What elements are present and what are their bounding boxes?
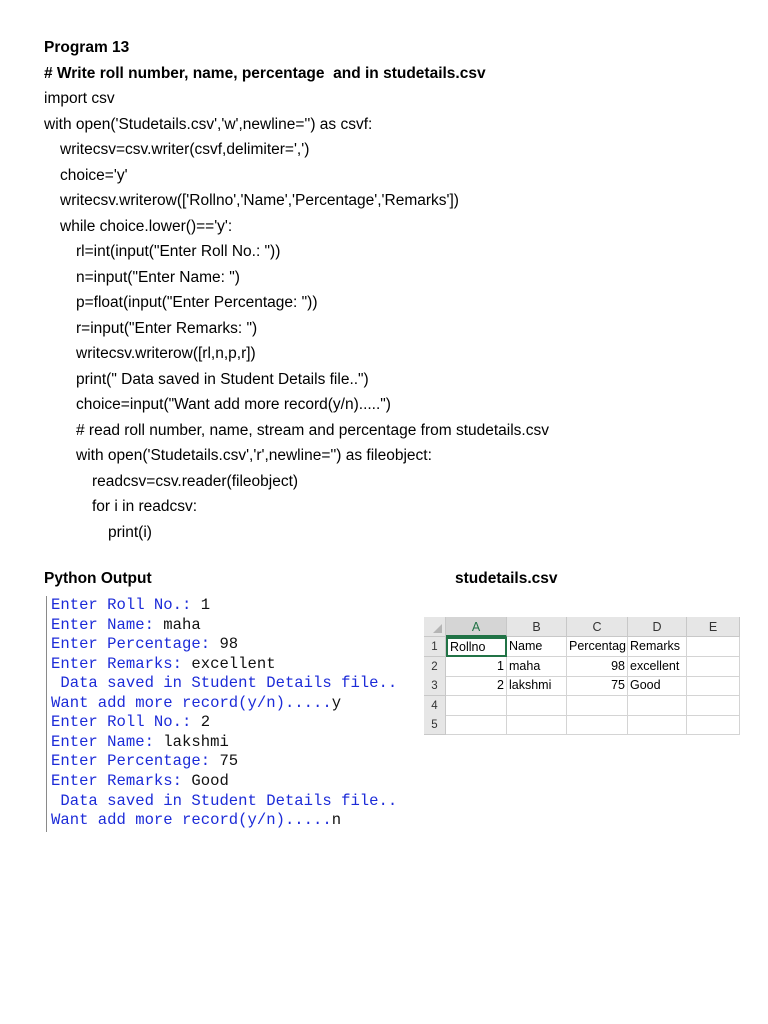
spreadsheet: [424, 617, 740, 736]
console-prompt: Want add more record(y/n).....: [51, 693, 332, 712]
code-line: choice='y': [60, 166, 128, 184]
console-prompt: Enter Percentage:: [51, 635, 220, 654]
sheet-cell[interactable]: lakshmi: [507, 676, 567, 696]
code-line: n=input("Enter Name: "): [76, 268, 240, 286]
code-line: writecsv.writerow([rl,n,p,r]): [76, 345, 256, 362]
code-line: import csv: [44, 90, 115, 107]
sheet-cell[interactable]: [567, 715, 628, 735]
sheet-cell[interactable]: [446, 696, 507, 716]
sheet-cell[interactable]: [687, 696, 740, 716]
console-prompt: Data saved in Student Details file..: [51, 791, 398, 810]
console-prompt: Enter Percentage:: [51, 752, 220, 771]
code-line: # read roll number, name, stream and percentage from studetails.csv: [76, 421, 549, 439]
console-prompt: Enter Remarks:: [51, 654, 192, 673]
sheet-cell[interactable]: [687, 676, 740, 696]
sheet-cell[interactable]: 75: [567, 676, 628, 696]
sheet-cell[interactable]: [687, 657, 740, 677]
console-line: [51, 752, 238, 772]
console-line: [51, 596, 210, 616]
code-line: r=input("Enter Remarks: "): [76, 319, 258, 337]
sheet-cell[interactable]: [628, 715, 687, 735]
column-header[interactable]: B: [507, 617, 567, 637]
console-prompt: Enter Remarks:: [51, 771, 192, 790]
sheet-cell[interactable]: maha: [507, 657, 567, 677]
column-header[interactable]: C: [567, 617, 628, 637]
row-header[interactable]: 5: [424, 715, 446, 735]
code-line: p=float(input("Enter Percentage: ")): [76, 294, 318, 311]
sheet-cell[interactable]: [446, 715, 507, 735]
console-line: [51, 713, 210, 733]
program-title: Program 13: [44, 39, 130, 56]
code-line: rl=int(input("Enter Roll No.: ")): [76, 243, 281, 260]
row-header[interactable]: 2: [424, 657, 446, 677]
sheet-cell[interactable]: [687, 715, 740, 735]
code-line: writecsv=csv.writer(csvf,delimiter=','): [60, 141, 310, 158]
console-prompt: Enter Name:: [51, 732, 164, 751]
console-user-input: 98: [219, 635, 239, 654]
console-line: [51, 694, 341, 714]
row-header[interactable]: 4: [424, 696, 446, 716]
code-line: readcsv=csv.reader(fileobject): [92, 472, 299, 490]
sheet-cell[interactable]: Good: [628, 676, 687, 696]
sheet-cell[interactable]: [628, 696, 687, 716]
console-user-input: maha: [163, 615, 201, 634]
console-line: [51, 616, 201, 636]
code-line: with open('Studetails.csv','r',newline='') as fileobject:: [76, 447, 432, 464]
column-header[interactable]: A: [446, 617, 507, 637]
sheet-cell[interactable]: [507, 715, 567, 735]
console-output: [46, 596, 427, 832]
code-line: choice=input("Want add more record(y/n)....."): [76, 396, 391, 413]
console-line: [51, 772, 229, 792]
code-line: with open('Studetails.csv','w',newline='') as csvf:: [44, 115, 373, 133]
program-heading: # Write roll number, name, percentage and in studetails.csv: [44, 64, 486, 82]
sheet-cell[interactable]: [687, 637, 740, 657]
console-prompt: Enter Roll No.:: [51, 596, 201, 614]
console-user-input: 1: [200, 596, 211, 614]
console-user-input: n: [331, 811, 342, 830]
sheet-cell[interactable]: [507, 696, 567, 716]
sheet-cell[interactable]: Percentag: [567, 637, 628, 657]
console-line: [51, 811, 341, 831]
code-line: while choice.lower()=='y':: [60, 217, 233, 235]
console-prompt: Want add more record(y/n).....: [51, 811, 332, 830]
console-user-input: y: [331, 693, 342, 712]
column-header[interactable]: E: [687, 617, 740, 637]
row-header[interactable]: 1: [424, 637, 446, 657]
code-line: for i in readcsv:: [92, 498, 198, 515]
sheet-cell[interactable]: excellent: [628, 657, 687, 677]
code-line: print(" Data saved in Student Details file.."): [76, 370, 369, 388]
console-prompt: Data saved in Student Details file..: [51, 674, 398, 693]
console-user-input: 75: [219, 752, 239, 771]
select-all-corner[interactable]: [424, 617, 446, 637]
csv-file-title: studetails.csv: [455, 570, 558, 587]
sheet-cell[interactable]: 1: [446, 657, 507, 677]
console-line: [51, 635, 238, 655]
console-line: [51, 674, 397, 694]
console-user-input: excellent: [191, 654, 276, 673]
sheet-cell[interactable]: Name: [507, 637, 567, 657]
sheet-cell[interactable]: [567, 696, 628, 716]
code-line: writecsv.writerow(['Rollno','Name','Percentage','Remarks']): [60, 192, 459, 209]
console-prompt: Enter Roll No.:: [51, 713, 201, 732]
sheet-cell[interactable]: Rollno: [446, 637, 507, 657]
console-user-input: Good: [191, 771, 229, 790]
console-user-input: 2: [200, 713, 211, 732]
console-user-input: lakshmi: [163, 732, 229, 751]
console-line: [51, 792, 397, 812]
python-output-title: Python Output: [44, 570, 152, 587]
sheet-cell[interactable]: Remarks: [628, 637, 687, 657]
column-header[interactable]: D: [628, 617, 687, 637]
row-header[interactable]: 3: [424, 676, 446, 696]
sheet-cell[interactable]: 98: [567, 657, 628, 677]
sheet-cell[interactable]: 2: [446, 676, 507, 696]
console-line: [51, 655, 276, 675]
console-line: [51, 733, 229, 753]
console-prompt: Enter Name:: [51, 615, 164, 634]
code-line: print(i): [108, 523, 152, 541]
